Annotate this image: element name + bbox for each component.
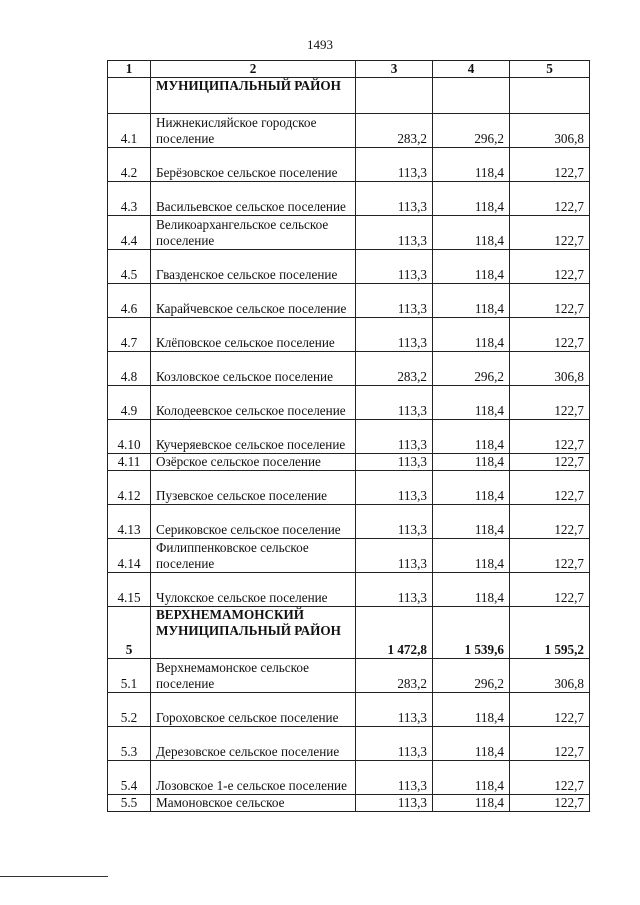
value-col-3: 113,3 bbox=[356, 761, 433, 795]
value-col-3: 113,3 bbox=[356, 250, 433, 284]
row-number: 5.4 bbox=[108, 761, 151, 795]
row-number: 4.3 bbox=[108, 182, 151, 216]
value-col-3 bbox=[356, 78, 433, 114]
value-col-4: 118,4 bbox=[433, 148, 510, 182]
value-col-5: 122,7 bbox=[510, 761, 590, 795]
row-name: Колодеевское сельское поселение bbox=[151, 386, 356, 420]
value-col-3: 283,2 bbox=[356, 659, 433, 693]
table-row bbox=[108, 420, 590, 454]
table-row bbox=[108, 386, 590, 420]
row-number: 4.10 bbox=[108, 420, 151, 454]
value-col-3: 113,3 bbox=[356, 573, 433, 607]
value-col-5: 122,7 bbox=[510, 539, 590, 573]
value-col-4: 118,4 bbox=[433, 539, 510, 573]
value-col-4: 118,4 bbox=[433, 761, 510, 795]
value-col-4: 118,4 bbox=[433, 573, 510, 607]
row-number: 4.5 bbox=[108, 250, 151, 284]
row-number: 5.5 bbox=[108, 795, 151, 812]
row-number: 5.1 bbox=[108, 659, 151, 693]
value-col-4: 118,4 bbox=[433, 386, 510, 420]
value-col-3: 113,3 bbox=[356, 318, 433, 352]
value-col-4: 118,4 bbox=[433, 454, 510, 471]
row-number: 4.2 bbox=[108, 148, 151, 182]
value-col-3: 113,3 bbox=[356, 216, 433, 250]
footnote-divider bbox=[0, 876, 108, 877]
row-name: Лозовское 1-е сельское поселение bbox=[151, 761, 356, 795]
row-number: 5.2 bbox=[108, 693, 151, 727]
row-number: 4.9 bbox=[108, 386, 151, 420]
table-row bbox=[108, 318, 590, 352]
value-col-3: 1 472,8 bbox=[356, 607, 433, 659]
value-col-5: 122,7 bbox=[510, 505, 590, 539]
value-col-4: 118,4 bbox=[433, 250, 510, 284]
row-name: Мамоновское сельское bbox=[151, 795, 356, 812]
row-name: Озёрское сельское поселение bbox=[151, 454, 356, 471]
value-col-4: 118,4 bbox=[433, 471, 510, 505]
table-row bbox=[108, 148, 590, 182]
value-col-3: 113,3 bbox=[356, 795, 433, 812]
row-name: Нижнекисляйское городское поселение bbox=[151, 114, 356, 148]
header-cell-2: 2 bbox=[151, 61, 356, 78]
value-col-5: 1 595,2 bbox=[510, 607, 590, 659]
row-name: Гороховское сельское поселение bbox=[151, 693, 356, 727]
table-row bbox=[108, 761, 590, 795]
row-name: Филиппенковское сельское поселение bbox=[151, 539, 356, 573]
row-name: Васильевское сельское поселение bbox=[151, 182, 356, 216]
value-col-5: 122,7 bbox=[510, 454, 590, 471]
value-col-4: 296,2 bbox=[433, 114, 510, 148]
table-row bbox=[108, 471, 590, 505]
value-col-5: 122,7 bbox=[510, 420, 590, 454]
value-col-5: 122,7 bbox=[510, 182, 590, 216]
value-col-3: 113,3 bbox=[356, 454, 433, 471]
row-name: Карайчевское сельское поселение bbox=[151, 284, 356, 318]
table-row bbox=[108, 78, 590, 114]
value-col-5: 122,7 bbox=[510, 250, 590, 284]
row-name: Берёзовское сельское поселение bbox=[151, 148, 356, 182]
value-col-4: 118,4 bbox=[433, 420, 510, 454]
value-col-4 bbox=[433, 78, 510, 114]
row-name: Козловское сельское поселение bbox=[151, 352, 356, 386]
value-col-4: 118,4 bbox=[433, 216, 510, 250]
value-col-5: 122,7 bbox=[510, 386, 590, 420]
header-cell-4: 4 bbox=[433, 61, 510, 78]
row-number: 4.14 bbox=[108, 539, 151, 573]
row-number: 4.15 bbox=[108, 573, 151, 607]
row-name: Гвазденское сельское поселение bbox=[151, 250, 356, 284]
table-row bbox=[108, 352, 590, 386]
table-row bbox=[108, 182, 590, 216]
table-row bbox=[108, 727, 590, 761]
value-col-3: 113,3 bbox=[356, 420, 433, 454]
value-col-5: 306,8 bbox=[510, 352, 590, 386]
value-col-4: 118,4 bbox=[433, 284, 510, 318]
table-row bbox=[108, 284, 590, 318]
table-row bbox=[108, 693, 590, 727]
value-col-4: 296,2 bbox=[433, 352, 510, 386]
value-col-5: 122,7 bbox=[510, 573, 590, 607]
row-name: МУНИЦИПАЛЬНЫЙ РАЙОН bbox=[151, 78, 356, 114]
value-col-5: 122,7 bbox=[510, 727, 590, 761]
value-col-3: 283,2 bbox=[356, 352, 433, 386]
value-col-5: 306,8 bbox=[510, 659, 590, 693]
value-col-5: 122,7 bbox=[510, 318, 590, 352]
value-col-4: 118,4 bbox=[433, 795, 510, 812]
value-col-3: 113,3 bbox=[356, 182, 433, 216]
row-name: Верхнемамонское сельское поселение bbox=[151, 659, 356, 693]
header-cell-1: 1 bbox=[108, 61, 151, 78]
value-col-3: 113,3 bbox=[356, 693, 433, 727]
value-col-4: 118,4 bbox=[433, 727, 510, 761]
value-col-4: 118,4 bbox=[433, 182, 510, 216]
row-number: 4.13 bbox=[108, 505, 151, 539]
table-row bbox=[108, 659, 590, 693]
table-row bbox=[108, 216, 590, 250]
header-cell-5: 5 bbox=[510, 61, 590, 78]
row-name: Кучеряевское сельское поселение bbox=[151, 420, 356, 454]
value-col-5: 122,7 bbox=[510, 795, 590, 812]
header-cell-3: 3 bbox=[356, 61, 433, 78]
value-col-5: 122,7 bbox=[510, 693, 590, 727]
table-row bbox=[108, 607, 590, 659]
page-number: 1493 bbox=[307, 37, 333, 52]
table-row bbox=[108, 454, 590, 471]
row-number: 4.6 bbox=[108, 284, 151, 318]
row-number bbox=[108, 78, 151, 114]
row-number: 4.1 bbox=[108, 114, 151, 148]
row-number: 4.12 bbox=[108, 471, 151, 505]
row-name: Пузевское сельское поселение bbox=[151, 471, 356, 505]
value-col-5: 122,7 bbox=[510, 471, 590, 505]
row-name: ВЕРХНЕМАМОНСКИЙ МУНИЦИПАЛЬНЫЙ РАЙОН bbox=[151, 607, 356, 659]
row-name: Клёповское сельское поселение bbox=[151, 318, 356, 352]
table-row bbox=[108, 795, 590, 812]
value-col-3: 113,3 bbox=[356, 539, 433, 573]
row-number: 4.4 bbox=[108, 216, 151, 250]
value-col-5: 122,7 bbox=[510, 216, 590, 250]
value-col-5 bbox=[510, 78, 590, 114]
table-row bbox=[108, 114, 590, 148]
row-number: 4.7 bbox=[108, 318, 151, 352]
value-col-4: 1 539,6 bbox=[433, 607, 510, 659]
value-col-4: 118,4 bbox=[433, 318, 510, 352]
row-name: Чулокское сельское поселение bbox=[151, 573, 356, 607]
value-col-5: 306,8 bbox=[510, 114, 590, 148]
table-row bbox=[108, 250, 590, 284]
row-number: 4.11 bbox=[108, 454, 151, 471]
row-number: 5 bbox=[108, 607, 151, 659]
row-name: Дерезовское сельское поселение bbox=[151, 727, 356, 761]
value-col-4: 296,2 bbox=[433, 659, 510, 693]
value-col-3: 113,3 bbox=[356, 284, 433, 318]
value-col-4: 118,4 bbox=[433, 505, 510, 539]
value-col-5: 122,7 bbox=[510, 284, 590, 318]
row-number: 4.8 bbox=[108, 352, 151, 386]
value-col-5: 122,7 bbox=[510, 148, 590, 182]
value-col-3: 283,2 bbox=[356, 114, 433, 148]
header-row bbox=[108, 61, 590, 78]
table-body bbox=[108, 61, 590, 812]
value-col-3: 113,3 bbox=[356, 727, 433, 761]
row-number: 5.3 bbox=[108, 727, 151, 761]
row-name: Сериковское сельское поселение bbox=[151, 505, 356, 539]
value-col-3: 113,3 bbox=[356, 386, 433, 420]
value-col-4: 118,4 bbox=[433, 693, 510, 727]
budget-table bbox=[107, 60, 590, 812]
value-col-3: 113,3 bbox=[356, 505, 433, 539]
row-name: Великоархангельское сельское поселение bbox=[151, 216, 356, 250]
table-row bbox=[108, 539, 590, 573]
value-col-3: 113,3 bbox=[356, 148, 433, 182]
value-col-3: 113,3 bbox=[356, 471, 433, 505]
table-row bbox=[108, 573, 590, 607]
table-row bbox=[108, 505, 590, 539]
